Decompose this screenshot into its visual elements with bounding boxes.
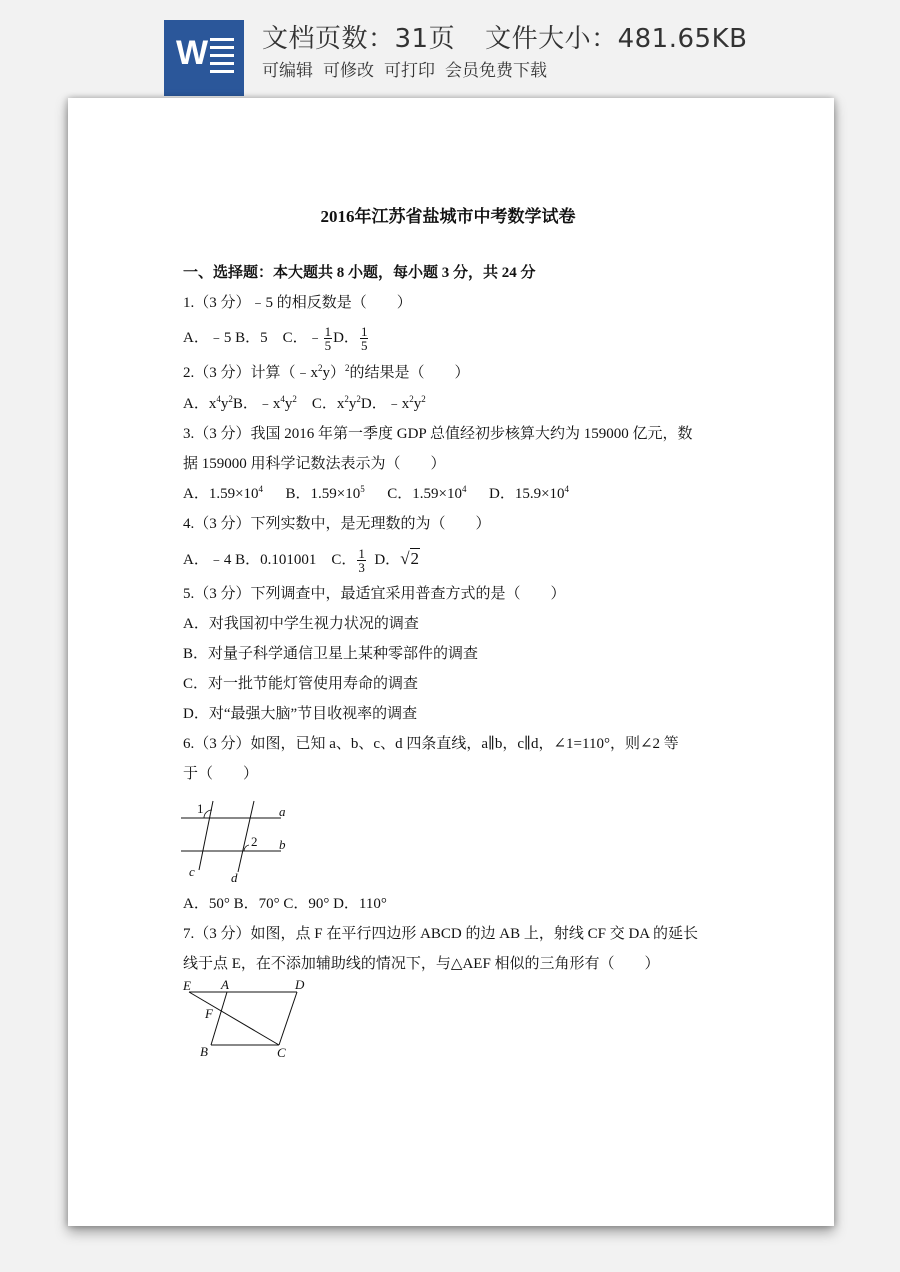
sup: 2 [345,363,350,373]
fig-label-a: A [221,978,229,992]
q1-options-text: A．﹣5 B．5 C．﹣ [183,329,323,346]
sup: 4 [216,394,221,404]
var-y: y [220,396,229,412]
sup: 2 [292,394,297,404]
word-document-icon [164,20,244,96]
frac-num: 1 [358,546,365,561]
q4-sqrt [400,548,420,568]
q3-options [183,484,569,504]
fig-label-d: D [295,978,305,992]
q2-stem-mid: y） [322,365,346,381]
perm-printable: 可打印 [384,61,435,81]
q1-fraction-d [360,325,369,352]
fig-label-d: d [231,870,238,885]
q2-opt-a: A．x [183,396,217,412]
q1-options [183,325,369,352]
q2-opt-c: C．x [311,396,345,412]
perm-editable: 可编辑 [262,61,313,81]
fig-label-e: E [183,978,191,993]
q2-options [183,394,426,414]
sup: 5 [360,484,365,494]
fig-label-2: 2 [251,834,258,849]
word-icon-lines [210,38,234,78]
perm-modifiable: 可修改 [323,61,374,81]
var-y: y [284,396,293,412]
sqrt-sign: √ [400,548,410,568]
q1-option-d-label: D． [333,329,359,346]
var-y: y [348,396,357,412]
file-size: 文件大小：481.65KB [485,24,748,54]
side-dc [279,992,297,1045]
sup: 2 [228,394,233,404]
q3-opt-a: A．1.59×10 [183,486,259,502]
q4-options [183,547,420,574]
q5-option-b: B．对量子科学通信卫星上某种零部件的调查 [183,646,479,662]
q3-opt-c: C．1.59×10 [387,486,462,502]
permissions [262,56,557,81]
q6-line2: 于（ ） [183,766,259,782]
sup: 2 [344,394,349,404]
q1-fraction-c [324,325,333,352]
frac-den: 5 [360,338,368,353]
frac-num: 1 [324,324,332,339]
fig-label-b: b [279,837,286,852]
q5-stem: 5.（3 分）下列调查中，最适宜采用普查方式的是（ ） [183,586,566,602]
sup: 4 [461,484,467,494]
q3-opt-b: B．1.59×10 [285,486,361,502]
q7-line2: 线于点 E，在不添加辅助线的情况下，与△AEF 相似的三角形有（ ） [183,956,660,972]
word-letter-w: W [176,34,209,72]
sup: 2 [318,363,323,373]
q4-stem: 4.（3 分）下列实数中，是无理数的为（ ） [183,516,491,532]
section-heading: 一、选择题：本大题共 8 小题，每小题 3 分，共 24 分 [183,265,536,281]
q6-parallel-lines-figure [181,796,301,888]
q4-options-text: A．﹣4 B．0.101001 C． [183,551,357,568]
var-y: y [413,396,422,412]
q7-parallelogram-figure [181,978,321,1064]
angle-2-arc [244,845,249,851]
q2-opt-d: D．﹣x [360,396,410,412]
sup: 2 [421,394,426,404]
fig-label-f: F [205,1006,213,1021]
q7-line1: 7.（3 分）如图，点 F 在平行四边形 ABCD 的边 AB 上，射线 CF 交 DA 的延长 [183,926,699,942]
fig-label-1: 1 [197,801,204,816]
sup: 4 [564,484,570,494]
frac-num: 1 [360,324,368,339]
q2-stem-post: 的结果是（ ） [349,365,470,381]
q2-opt-b: B．﹣x [232,396,281,412]
sup: 4 [280,394,285,404]
sqrt-radicand: 2 [410,548,420,568]
fig-label-b: B [200,1044,208,1059]
side-ab [211,992,227,1045]
q2-stem-pre: 2.（3 分）计算（﹣x [183,365,319,381]
frac-den: 3 [358,560,365,575]
q4-fraction-c [357,547,366,574]
q1-stem: 1.（3 分）﹣5 的相反数是（ ） [183,295,412,311]
q4-opt-d: D． [374,551,401,568]
document-info-banner [0,0,900,100]
page-title: 2016年江苏省盐城市中考数学试卷 [320,207,576,226]
q3-opt-d: D．15.9×10 [488,486,565,502]
sup: 4 [258,484,264,494]
document-page [68,98,834,1226]
frac-den: 5 [324,338,332,353]
sup: 2 [409,394,414,404]
page-count: 文档页数：31页 [262,24,456,54]
q5-option-c: C．对一批节能灯管使用寿命的调查 [183,676,419,692]
ray-cf [189,992,279,1045]
q3-line2: 据 159000 用科学记数法表示为（ ） [183,456,446,472]
q3-line1: 3.（3 分）我国 2016 年第一季度 GDP 总值经初步核算大约为 159000 亿元，数 [183,426,693,442]
perm-member-free-download: 会员免费下载 [445,61,547,81]
q2-stem [183,363,470,383]
fig-label-c: C [277,1045,286,1060]
q6-options: A．50° B．70° C．90° D．110° [183,896,387,912]
sup: 2 [356,394,361,404]
fig-label-c: c [189,864,195,879]
document-stats [262,18,777,55]
fig-label-a: a [279,804,286,819]
q5-option-d: D．对“最强大脑”节目收视率的调查 [183,706,418,722]
q6-line1: 6.（3 分）如图，已知 a、b、c、d 四条直线，a∥b，c∥d，∠1=110°，则∠2 等 [183,736,679,752]
q5-option-a: A．对我国初中学生视力状况的调查 [183,616,419,632]
